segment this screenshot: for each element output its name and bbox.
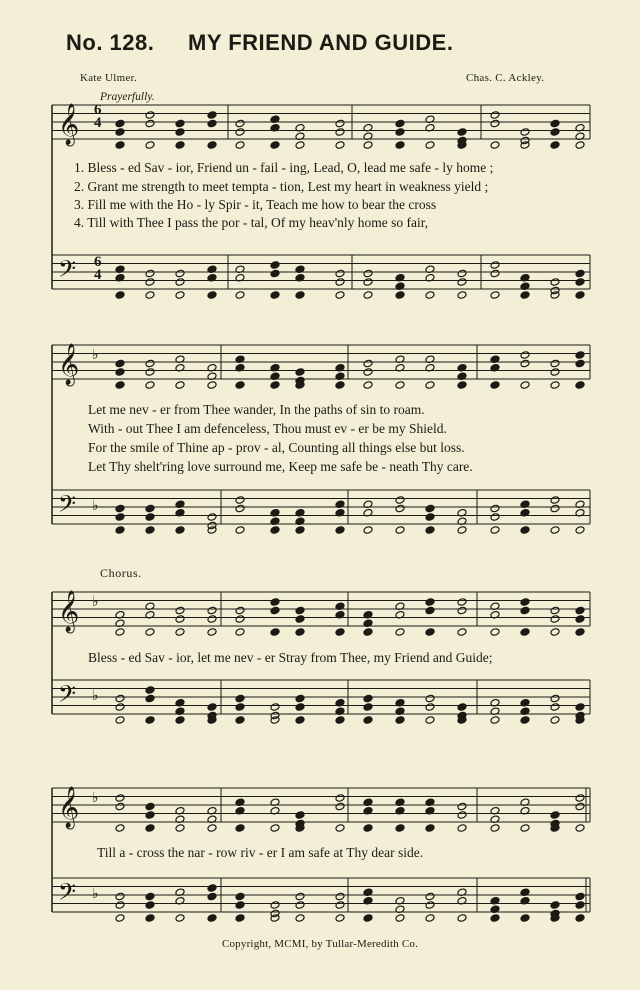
verse-3-line-1: 3. Fill me with the Ho - ly Spir - it, Teach me how to bear the cross bbox=[74, 197, 437, 212]
tempo-marking: Prayerfully. bbox=[100, 91, 155, 103]
note-head bbox=[395, 628, 405, 637]
note-head bbox=[207, 111, 217, 120]
note-head bbox=[457, 914, 467, 923]
note-head bbox=[550, 359, 560, 368]
note-head bbox=[207, 703, 217, 712]
note-head bbox=[335, 901, 345, 910]
note-head bbox=[270, 628, 280, 637]
note-head bbox=[145, 892, 155, 901]
note-head bbox=[207, 141, 217, 150]
note-head bbox=[550, 381, 560, 390]
note-head bbox=[575, 351, 585, 360]
note-head bbox=[550, 504, 560, 513]
note-head bbox=[115, 368, 125, 377]
note-head bbox=[115, 381, 125, 390]
note-head bbox=[425, 901, 435, 910]
treble-clef: 𝄞 bbox=[58, 104, 80, 145]
note-head bbox=[550, 716, 560, 725]
note-head bbox=[490, 628, 500, 637]
note-head bbox=[457, 291, 467, 300]
note-head bbox=[145, 811, 155, 820]
note-head bbox=[363, 359, 373, 368]
note-head bbox=[550, 901, 560, 910]
note-head bbox=[425, 598, 435, 607]
note-head bbox=[335, 119, 345, 128]
note-head bbox=[395, 504, 405, 513]
note-head bbox=[145, 513, 155, 522]
note-head bbox=[335, 914, 345, 923]
hymn-number: No. 128. bbox=[66, 30, 155, 55]
note-head bbox=[363, 914, 373, 923]
note-head bbox=[235, 914, 245, 923]
note-head bbox=[175, 526, 185, 535]
note-head bbox=[175, 615, 185, 624]
note-head bbox=[295, 716, 305, 725]
note-head bbox=[235, 628, 245, 637]
note-head bbox=[145, 802, 155, 811]
note-head bbox=[395, 914, 405, 923]
note-head bbox=[235, 703, 245, 712]
note-head bbox=[270, 824, 280, 833]
note-head bbox=[490, 111, 500, 120]
note-head bbox=[457, 381, 467, 390]
note-head bbox=[270, 291, 280, 300]
note-head bbox=[335, 269, 345, 278]
note-head bbox=[295, 914, 305, 923]
note-head bbox=[235, 496, 245, 505]
note-head bbox=[575, 381, 585, 390]
note-head bbox=[235, 128, 245, 137]
note-head bbox=[520, 716, 530, 725]
note-head bbox=[395, 824, 405, 833]
note-head bbox=[395, 119, 405, 128]
note-head bbox=[550, 368, 560, 377]
note-head bbox=[457, 802, 467, 811]
note-head bbox=[145, 119, 155, 128]
note-head bbox=[295, 526, 305, 535]
note-head bbox=[490, 914, 500, 923]
note-head bbox=[575, 141, 585, 150]
note-head bbox=[550, 119, 560, 128]
verse-1-line-2: Let me nev - er from Thee wander, In the paths of sin to roam. bbox=[88, 402, 425, 417]
note-head bbox=[550, 278, 560, 287]
note-head bbox=[550, 703, 560, 712]
note-head bbox=[363, 824, 373, 833]
note-head bbox=[457, 526, 467, 535]
note-head bbox=[363, 278, 373, 287]
note-head bbox=[550, 615, 560, 624]
note-head bbox=[395, 141, 405, 150]
note-head bbox=[335, 141, 345, 150]
note-head bbox=[270, 703, 280, 712]
note-head bbox=[235, 526, 245, 535]
note-head bbox=[235, 901, 245, 910]
note-head bbox=[520, 606, 530, 615]
note-head bbox=[550, 628, 560, 637]
note-head bbox=[207, 119, 217, 128]
note-head bbox=[575, 269, 585, 278]
note-head bbox=[235, 119, 245, 128]
note-head bbox=[115, 526, 125, 535]
note-head bbox=[490, 716, 500, 725]
treble-clef: 𝄞 bbox=[58, 344, 80, 385]
note-head bbox=[235, 694, 245, 703]
note-head bbox=[520, 628, 530, 637]
note-head bbox=[295, 291, 305, 300]
note-head bbox=[115, 513, 125, 522]
note-head bbox=[520, 914, 530, 923]
note-head bbox=[270, 141, 280, 150]
note-head bbox=[490, 291, 500, 300]
note-head bbox=[270, 901, 280, 910]
note-head bbox=[235, 606, 245, 615]
note-head bbox=[575, 892, 585, 901]
note-head bbox=[425, 824, 435, 833]
note-head bbox=[425, 291, 435, 300]
note-head bbox=[575, 824, 585, 833]
note-head bbox=[175, 119, 185, 128]
note-head bbox=[145, 628, 155, 637]
note-head bbox=[235, 615, 245, 624]
note-head bbox=[270, 269, 280, 278]
note-head bbox=[425, 141, 435, 150]
note-head bbox=[490, 824, 500, 833]
note-head bbox=[207, 513, 217, 522]
note-head bbox=[295, 141, 305, 150]
note-head bbox=[363, 291, 373, 300]
note-head bbox=[115, 628, 125, 637]
note-head bbox=[235, 291, 245, 300]
note-head bbox=[235, 141, 245, 150]
note-head bbox=[175, 269, 185, 278]
note-head bbox=[235, 504, 245, 513]
note-head bbox=[115, 703, 125, 712]
note-head bbox=[335, 291, 345, 300]
note-head bbox=[207, 824, 217, 833]
note-head bbox=[175, 914, 185, 923]
note-head bbox=[335, 381, 345, 390]
note-head bbox=[145, 504, 155, 513]
note-head bbox=[425, 628, 435, 637]
chorus-label: Chorus. bbox=[100, 566, 142, 580]
note-head bbox=[270, 606, 280, 615]
note-head bbox=[457, 606, 467, 615]
verse-4-line-2: Let Thy shelt'ring love surround me, Keep me safe be - neath Thy care. bbox=[88, 459, 473, 474]
key-flat: ♭ bbox=[92, 594, 99, 610]
note-head bbox=[395, 496, 405, 505]
verse-2-line-2: With - out Thee I am defenceless, Thou must ev - er be my Shield. bbox=[88, 421, 447, 436]
note-head bbox=[295, 694, 305, 703]
note-head bbox=[145, 269, 155, 278]
note-head bbox=[550, 606, 560, 615]
note-head bbox=[425, 381, 435, 390]
note-head bbox=[457, 269, 467, 278]
bass-clef: 𝄢 bbox=[58, 255, 77, 288]
note-head bbox=[295, 703, 305, 712]
note-head bbox=[175, 128, 185, 137]
note-head bbox=[550, 128, 560, 137]
note-head bbox=[520, 359, 530, 368]
note-head bbox=[457, 811, 467, 820]
treble-clef: 𝄞 bbox=[58, 787, 80, 828]
note-head bbox=[175, 606, 185, 615]
note-head bbox=[235, 892, 245, 901]
key-flat: ♭ bbox=[92, 688, 99, 704]
note-head bbox=[115, 359, 125, 368]
note-head bbox=[207, 892, 217, 901]
note-head bbox=[520, 381, 530, 390]
note-head bbox=[575, 914, 585, 923]
note-head bbox=[207, 628, 217, 637]
note-head bbox=[425, 694, 435, 703]
note-head bbox=[145, 901, 155, 910]
note-head bbox=[115, 716, 125, 725]
note-head bbox=[335, 278, 345, 287]
note-head bbox=[145, 368, 155, 377]
note-head bbox=[207, 914, 217, 923]
note-head bbox=[575, 901, 585, 910]
note-head bbox=[490, 269, 500, 278]
note-head bbox=[145, 111, 155, 120]
note-head bbox=[145, 694, 155, 703]
note-head bbox=[395, 128, 405, 137]
lyricist-credit: Kate Ulmer. bbox=[80, 72, 138, 84]
note-head bbox=[335, 716, 345, 725]
note-head bbox=[425, 504, 435, 513]
note-head bbox=[235, 381, 245, 390]
verse-4-line-1: 4. Till with Thee I pass the por - tal, Of my heav'nly home so fair, bbox=[74, 215, 429, 230]
note-head bbox=[335, 824, 345, 833]
note-head bbox=[145, 381, 155, 390]
note-head bbox=[145, 359, 155, 368]
note-head bbox=[490, 119, 500, 128]
note-head bbox=[270, 526, 280, 535]
note-head bbox=[335, 802, 345, 811]
note-head bbox=[363, 526, 373, 535]
note-head bbox=[363, 381, 373, 390]
note-head bbox=[115, 141, 125, 150]
note-head bbox=[115, 694, 125, 703]
chorus-line-2: Till a - cross the nar - row riv - er I am safe at Thy dear side. bbox=[97, 845, 424, 860]
hymn-title: MY FRIEND AND GUIDE. bbox=[188, 30, 454, 55]
note-head bbox=[363, 368, 373, 377]
note-head bbox=[175, 716, 185, 725]
note-head bbox=[295, 606, 305, 615]
note-head bbox=[145, 824, 155, 833]
note-head bbox=[115, 802, 125, 811]
note-head bbox=[520, 291, 530, 300]
note-head bbox=[575, 703, 585, 712]
bass-clef: 𝄢 bbox=[58, 490, 77, 523]
note-head bbox=[295, 628, 305, 637]
note-head bbox=[550, 811, 560, 820]
note-head bbox=[207, 291, 217, 300]
note-head bbox=[175, 278, 185, 287]
note-head bbox=[335, 892, 345, 901]
note-head bbox=[490, 513, 500, 522]
bass-clef: 𝄢 bbox=[58, 680, 77, 713]
note-head bbox=[363, 269, 373, 278]
note-head bbox=[575, 359, 585, 368]
note-head bbox=[425, 716, 435, 725]
note-head bbox=[175, 381, 185, 390]
note-head bbox=[395, 526, 405, 535]
note-head bbox=[115, 794, 125, 803]
chorus-line-1: Bless - ed Sav - ior, let me nev - er Stray from Thee, my Friend and Guide; bbox=[88, 650, 493, 665]
note-head bbox=[363, 141, 373, 150]
composer-credit: Chas. C. Ackley. bbox=[466, 72, 545, 84]
note-head bbox=[175, 824, 185, 833]
note-head bbox=[363, 703, 373, 712]
note-head bbox=[363, 694, 373, 703]
time-signature-bass: 6 4 bbox=[94, 254, 102, 283]
time-signature-treble: 6 4 bbox=[94, 102, 102, 131]
copyright-notice: Copyright, MCMI, by Tullar-Meredith Co. bbox=[221, 938, 419, 950]
note-head bbox=[575, 606, 585, 615]
note-head bbox=[425, 914, 435, 923]
note-head bbox=[550, 141, 560, 150]
note-head bbox=[490, 381, 500, 390]
key-flat: ♭ bbox=[92, 790, 99, 806]
note-head bbox=[575, 615, 585, 624]
verse-3-line-2: For the smile of Thine ap - prov - al, Counting all things else but loss. bbox=[88, 440, 465, 455]
note-head bbox=[175, 291, 185, 300]
note-head bbox=[335, 628, 345, 637]
note-head bbox=[425, 513, 435, 522]
note-head bbox=[335, 794, 345, 803]
treble-clef: 𝄞 bbox=[58, 591, 80, 632]
note-head bbox=[575, 794, 585, 803]
note-head bbox=[457, 128, 467, 137]
note-head bbox=[145, 141, 155, 150]
key-flat: ♭ bbox=[92, 498, 99, 514]
note-head bbox=[575, 291, 585, 300]
note-head bbox=[425, 703, 435, 712]
note-head bbox=[207, 381, 217, 390]
note-head bbox=[520, 351, 530, 360]
note-head bbox=[395, 291, 405, 300]
note-head bbox=[425, 892, 435, 901]
note-head bbox=[145, 291, 155, 300]
verse-2-line-1: 2. Grant me strength to meet tempta - tion, Lest my heart in weakness yield ; bbox=[74, 179, 489, 194]
note-head bbox=[175, 141, 185, 150]
note-head bbox=[207, 615, 217, 624]
note-head bbox=[207, 884, 217, 893]
note-head bbox=[490, 261, 500, 270]
note-head bbox=[457, 628, 467, 637]
note-head bbox=[520, 824, 530, 833]
note-head bbox=[425, 606, 435, 615]
note-head bbox=[115, 128, 125, 137]
note-head bbox=[457, 278, 467, 287]
note-head bbox=[335, 128, 345, 137]
note-head bbox=[115, 901, 125, 910]
note-head bbox=[575, 526, 585, 535]
note-head bbox=[145, 716, 155, 725]
note-head bbox=[295, 901, 305, 910]
note-head bbox=[115, 824, 125, 833]
note-head bbox=[145, 526, 155, 535]
note-head bbox=[490, 526, 500, 535]
note-head bbox=[550, 526, 560, 535]
note-head bbox=[490, 141, 500, 150]
bass-clef: 𝄢 bbox=[58, 878, 77, 911]
verse-1-line-1: 1. Bless - ed Sav - ior, Friend un - fail - ing, Lead, O, lead me safe - ly home ; bbox=[74, 160, 494, 175]
note-head bbox=[115, 119, 125, 128]
note-head bbox=[457, 703, 467, 712]
note-head bbox=[115, 504, 125, 513]
note-head bbox=[457, 824, 467, 833]
note-head bbox=[270, 598, 280, 607]
note-head bbox=[550, 694, 560, 703]
note-head bbox=[295, 811, 305, 820]
note-head bbox=[520, 598, 530, 607]
note-head bbox=[575, 802, 585, 811]
note-head bbox=[335, 526, 345, 535]
note-head bbox=[575, 628, 585, 637]
key-flat: ♭ bbox=[92, 886, 99, 902]
note-head bbox=[145, 278, 155, 287]
note-head bbox=[270, 381, 280, 390]
note-head bbox=[520, 526, 530, 535]
note-head bbox=[295, 892, 305, 901]
note-head bbox=[395, 381, 405, 390]
note-head bbox=[363, 628, 373, 637]
note-head bbox=[235, 716, 245, 725]
note-head bbox=[550, 496, 560, 505]
note-head bbox=[363, 716, 373, 725]
note-head bbox=[115, 291, 125, 300]
note-head bbox=[425, 526, 435, 535]
note-head bbox=[145, 914, 155, 923]
notes bbox=[115, 111, 585, 923]
key-flat: ♭ bbox=[92, 347, 99, 363]
note-head bbox=[395, 716, 405, 725]
note-head bbox=[175, 628, 185, 637]
note-head bbox=[207, 606, 217, 615]
note-head bbox=[490, 504, 500, 513]
note-head bbox=[145, 686, 155, 695]
note-head bbox=[575, 278, 585, 287]
note-head bbox=[295, 615, 305, 624]
note-head bbox=[235, 824, 245, 833]
note-head bbox=[520, 128, 530, 137]
note-head bbox=[115, 914, 125, 923]
note-head bbox=[295, 368, 305, 377]
note-head bbox=[457, 598, 467, 607]
note-head bbox=[270, 261, 280, 270]
note-head bbox=[115, 892, 125, 901]
